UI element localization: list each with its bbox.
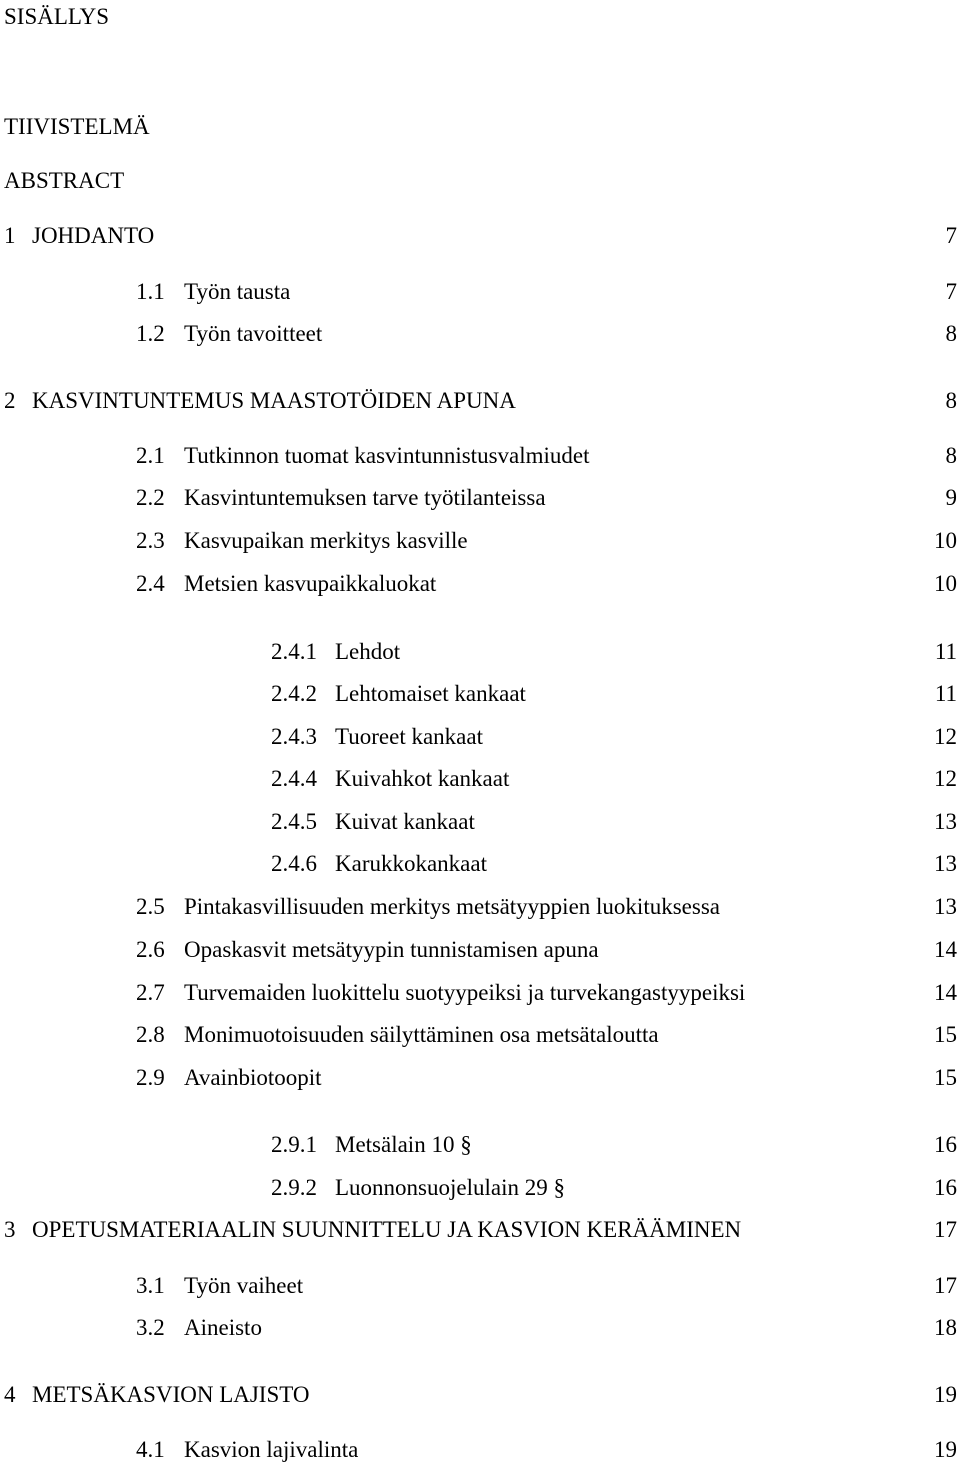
toc-title: Metsien kasvupaikkaluokat <box>184 571 437 596</box>
toc-entry-level1 <box>0 221 960 251</box>
toc-number: 1 <box>4 223 16 248</box>
toc-entry-level2 <box>0 483 960 513</box>
toc-page: 17 <box>934 1273 957 1298</box>
toc-entry-level2 <box>0 319 960 349</box>
toc-page: 12 <box>934 766 957 791</box>
toc-entry-level3 <box>0 1173 960 1203</box>
toc-entry-level2 <box>0 569 960 599</box>
toc-entry-level2 <box>0 277 960 307</box>
toc-number: 2.4.6 <box>271 851 317 876</box>
toc-title: Tutkinnon tuomat kasvintunnistusvalmiudet <box>184 443 590 468</box>
toc-entry-level2 <box>0 441 960 471</box>
toc-number: 3.2 <box>136 1315 165 1340</box>
toc-number: 2.3 <box>136 528 165 553</box>
toc-title: Pintakasvillisuuden merkitys metsätyyppien luokituksessa <box>184 894 720 919</box>
toc-number: 2.9.2 <box>271 1175 317 1200</box>
toc-title: Lehdot <box>335 639 401 664</box>
toc-entry-level3 <box>0 679 960 709</box>
toc-title: Turvemaiden luokittelu suotyypeiksi ja turvekangastyypeiksi <box>184 980 746 1005</box>
toc-number: 1.1 <box>136 279 165 304</box>
toc-title <box>335 1173 565 1203</box>
toc-entry-level3 <box>0 637 960 667</box>
toc-title: Avainbiotoopit <box>184 1065 322 1090</box>
toc-number: 2.4.2 <box>271 681 317 706</box>
toc-number: 1.2 <box>136 321 165 346</box>
toc-title: Aineisto <box>184 1315 262 1340</box>
toc-number: 2.4.3 <box>271 724 317 749</box>
toc-page: 13 <box>934 851 957 876</box>
toc-entry-level3 <box>0 764 960 794</box>
toc-entry-level2 <box>0 526 960 556</box>
page-title: SISÄLLYS <box>4 4 110 29</box>
toc-entry-level2 <box>0 935 960 965</box>
toc-title: Kasvupaikan merkitys kasville <box>184 528 468 553</box>
toc-number: 2.2 <box>136 485 165 510</box>
toc-number: 4.1 <box>136 1437 165 1462</box>
toc-entry-level2 <box>0 1063 960 1093</box>
section-mark: § <box>553 1175 565 1200</box>
toc-number: 3.1 <box>136 1273 165 1298</box>
toc-number: 2.9.1 <box>271 1132 317 1157</box>
front-matter-item: ABSTRACT <box>4 168 125 193</box>
toc-page: 7 <box>945 223 957 248</box>
toc-number: 4 <box>4 1382 16 1407</box>
toc-page: 17 <box>934 1217 957 1242</box>
toc-page: 14 <box>934 937 957 962</box>
toc-title: Kasvintuntemuksen tarve työtilanteissa <box>184 485 546 510</box>
toc-page: 7 <box>945 279 957 304</box>
toc-title: Tuoreet kankaat <box>335 724 483 749</box>
toc-entry-level2 <box>0 892 960 922</box>
toc-page: 15 <box>934 1065 957 1090</box>
toc-title: Opaskasvit metsätyypin tunnistamisen apuna <box>184 937 599 962</box>
toc-page: 8 <box>945 443 957 468</box>
toc-page: 9 <box>945 485 957 510</box>
toc-number: 2.8 <box>136 1022 165 1047</box>
toc-title: OPETUSMATERIAALIN SUUNNITTELU JA KASVION KERÄÄMINEN <box>32 1217 742 1242</box>
toc-title <box>335 1130 472 1160</box>
toc-page: 11 <box>934 681 957 706</box>
toc-number: 2.6 <box>136 937 165 962</box>
toc-entry-level2 <box>0 978 960 1008</box>
toc-page: 13 <box>934 894 957 919</box>
toc-title: JOHDANTO <box>32 223 155 248</box>
toc-entry-level1 <box>0 1380 960 1410</box>
toc-page: 19 <box>934 1437 957 1462</box>
toc-page: 8 <box>945 388 957 413</box>
toc-entry-level3 <box>0 849 960 879</box>
toc-number: 3 <box>4 1217 16 1242</box>
toc-number: 2.4.5 <box>271 809 317 834</box>
toc-entry-level3 <box>0 1130 960 1160</box>
toc-title: METSÄKASVION LAJISTO <box>32 1382 310 1407</box>
toc-number: 2.4.1 <box>271 639 317 664</box>
toc-title-text: Luonnonsuojelulain 29 <box>335 1175 548 1200</box>
section-mark: § <box>460 1132 472 1157</box>
toc-page: 14 <box>934 980 957 1005</box>
toc-page: 15 <box>934 1022 957 1047</box>
toc-number: 2.9 <box>136 1065 165 1090</box>
toc-page: 10 <box>934 571 957 596</box>
toc-number: 2.7 <box>136 980 165 1005</box>
toc-number: 2.4 <box>136 571 165 596</box>
toc-title: Työn vaiheet <box>184 1273 304 1298</box>
toc-number: 2 <box>4 388 16 413</box>
toc-number: 2.4.4 <box>271 766 317 791</box>
toc-title-text: Metsälain 10 <box>335 1132 455 1157</box>
toc-page: 10 <box>934 528 957 553</box>
toc-entry-level2 <box>0 1435 960 1465</box>
toc-page: 16 <box>934 1132 957 1157</box>
toc-title: Lehtomaiset kankaat <box>335 681 526 706</box>
toc-number: 2.1 <box>136 443 165 468</box>
toc-title: KASVINTUNTEMUS MAASTOTÖIDEN APUNA <box>32 388 516 413</box>
toc-heading-row <box>0 2 960 32</box>
toc-entry-level2 <box>0 1313 960 1343</box>
toc-title: Työn tausta <box>184 279 291 304</box>
toc-title: Kasvion lajivalinta <box>184 1437 359 1462</box>
toc-title: Kuivahkot kankaat <box>335 766 510 791</box>
toc-page: 13 <box>934 809 957 834</box>
front-matter-item: TIIVISTELMÄ <box>4 114 150 139</box>
toc-entry-level2 <box>0 1271 960 1301</box>
toc-page: 12 <box>934 724 957 749</box>
toc-title: Monimuotoisuuden säilyttäminen osa metsätaloutta <box>184 1022 659 1047</box>
toc-entry-level3 <box>0 722 960 752</box>
toc-page: 18 <box>934 1315 957 1340</box>
toc-page: 8 <box>945 321 957 346</box>
front-matter-row <box>0 112 960 142</box>
toc-entry-level2 <box>0 1020 960 1050</box>
toc-title: Karukkokankaat <box>335 851 487 876</box>
toc-title: Kuivat kankaat <box>335 809 475 834</box>
toc-page: 11 <box>934 639 957 664</box>
toc-entry-level1 <box>0 1215 960 1245</box>
front-matter-row <box>0 166 960 196</box>
toc-number: 2.5 <box>136 894 165 919</box>
toc-page: 16 <box>934 1175 957 1200</box>
toc-title: Työn tavoitteet <box>184 321 323 346</box>
toc-page: 19 <box>934 1382 957 1407</box>
toc-entry-level3 <box>0 807 960 837</box>
toc-entry-level1 <box>0 386 960 416</box>
